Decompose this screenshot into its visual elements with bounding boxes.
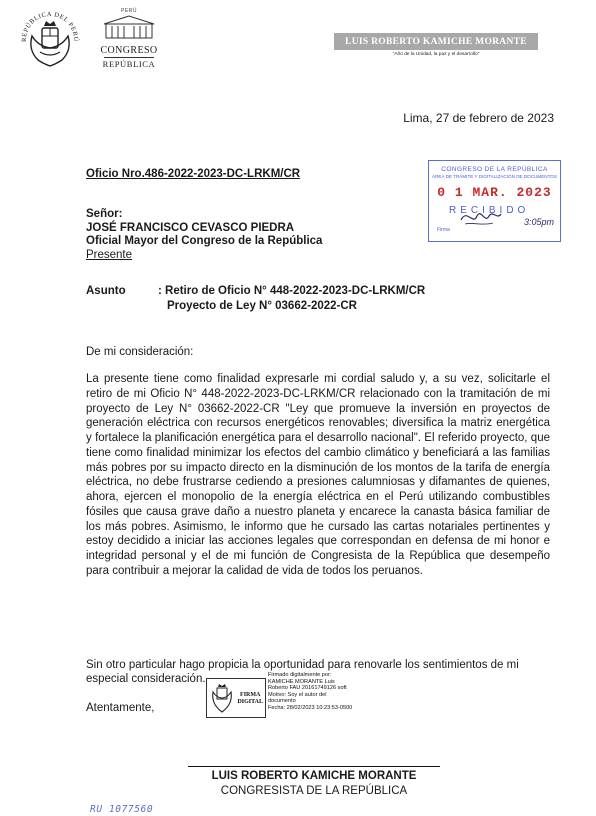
dsig-line-1: Firmado digitalmente por:	[268, 672, 332, 678]
congress-logo-divider	[104, 57, 154, 58]
signature-line	[188, 766, 440, 767]
congress-logo-top: PERÚ	[121, 8, 137, 14]
dsig-line-6: Fecha: 28/02/2023 10:23:53-0500	[268, 704, 353, 711]
oficio-number: Oficio Nro.486-2022-2023-DC-LRKM/CR	[86, 168, 301, 180]
subject-label: Asunto	[86, 285, 126, 297]
subject-block	[86, 284, 425, 314]
stamp-time: 3:05pm	[523, 217, 554, 227]
digital-signature-details	[268, 672, 362, 712]
national-seal	[18, 6, 82, 70]
signatory-title: CONGRESISTA DE LA REPÚBLICA	[220, 785, 408, 797]
subject-line-2: Proyecto de Ley N° 03662-2022-CR	[167, 300, 357, 312]
stamp-area: ÁREA DE TRÁMITE Y DIGITALIZACIÓN DE DOCUMENTOS	[432, 174, 557, 179]
closing-paragraph: Sin otro particular hago propicia la oportunidad para renovarle los sentimientos de mi especial consideración.	[86, 659, 519, 685]
subject-line-1: : Retiro de Oficio N° 448-2022-2023-DC-LRKM/CR	[158, 285, 426, 297]
congress-logo-sub: REPÚBLICA	[102, 59, 156, 69]
stamp-date: 0 1 MAR. 2023	[437, 185, 552, 200]
congressman-banner: LUIS ROBERTO KAMICHE MORANTE	[334, 33, 538, 50]
dsig-line-3: Roberto FAU 20161749126 soft	[268, 685, 347, 692]
dsig-line-5: documento	[268, 698, 296, 705]
recipient-block	[86, 208, 322, 262]
signatory-name: LUIS ROBERTO KAMICHE MORANTE	[211, 770, 417, 782]
peru-seal-icon	[209, 682, 235, 714]
digital-signature-box	[206, 670, 353, 716]
recipient-position: Oficial Mayor del Congreso de la República	[86, 235, 323, 248]
congress-building-icon	[100, 14, 158, 40]
svg-text:REPÚBLICA DEL PERÚ: REPÚBLICA DEL PERÚ	[20, 10, 80, 43]
greeting: De mi consideración:	[86, 346, 194, 358]
stamp-recibido: RECIBIDO	[449, 205, 530, 216]
valediction: Atentamente,	[86, 702, 155, 714]
recipient-salutation: Señor:	[86, 208, 123, 220]
dsig-line-2: KAMICHE MORANTE Luis	[268, 678, 335, 685]
handwritten-registry-note: RU 1077560	[90, 804, 154, 815]
firma-digital-logo	[206, 678, 266, 718]
stamp-firma-label: Firma	[437, 227, 450, 233]
letter-date: Lima, 27 de febrero de 2023	[403, 111, 554, 125]
body-paragraph: La presente tiene como finalidad expresarle mi cordial saludo y, a su vez, solicitarle el retiro de mi Oficio N° 448-2022-2023-DC-LRKM/CR relacionado con la tramitación de mi proyecto de Ley N° 03662-2022-CR "Ley que promueve la inversión en proyectos de generación eléctrica con recursos energéticos renovables; diversifica la matriz energética y fortalece la planificación energética para el desarrollo nacional". El referido proyecto, que tiene como finalidad minimizar los efectos del cambio climático y beneficiará a las familias más pobres por su impacto directo en la disminución de los montos de la tarifa de energía eléctrica, no debe frustrarse cediendo a presiones calumniosas y difamantes de quienes, ahora, ejercen el monopolio de la energía eléctrica en el Perú utilizando combustibles fósiles que causa grave daño a nuestro planeta y encarece la canasta básica familiar de los más pobres. Asimismo, le informo que he cursado las cartas notariales pertinentes y estoy decidido a iniciar las acciones legales que correspondan en defensa de mi honor e integridad personal y el de mi función de Congresista de la República que desempeño para contribuir a mejorar la calidad de vida de todos los peruanos.	[86, 373, 550, 577]
stamp-institution: CONGRESO DE LA REPÚBLICA	[441, 166, 548, 173]
year-motto: "Año de la Unidad, la paz y el desarrollo"	[392, 52, 480, 57]
reception-stamp	[428, 160, 561, 242]
congress-logo	[100, 8, 158, 74]
stamp-signature-scribble	[459, 206, 503, 228]
congress-logo-name: CONGRESO	[100, 45, 158, 56]
firma-digital-label: FIRMA DIGITAL	[237, 692, 263, 705]
recipient-presente: Presente	[86, 248, 133, 261]
dsig-line-4: Motivo: Soy el autor del	[268, 691, 327, 698]
recipient-name: JOSÉ FRANCISCO CEVASCO PIEDRA	[86, 221, 295, 234]
